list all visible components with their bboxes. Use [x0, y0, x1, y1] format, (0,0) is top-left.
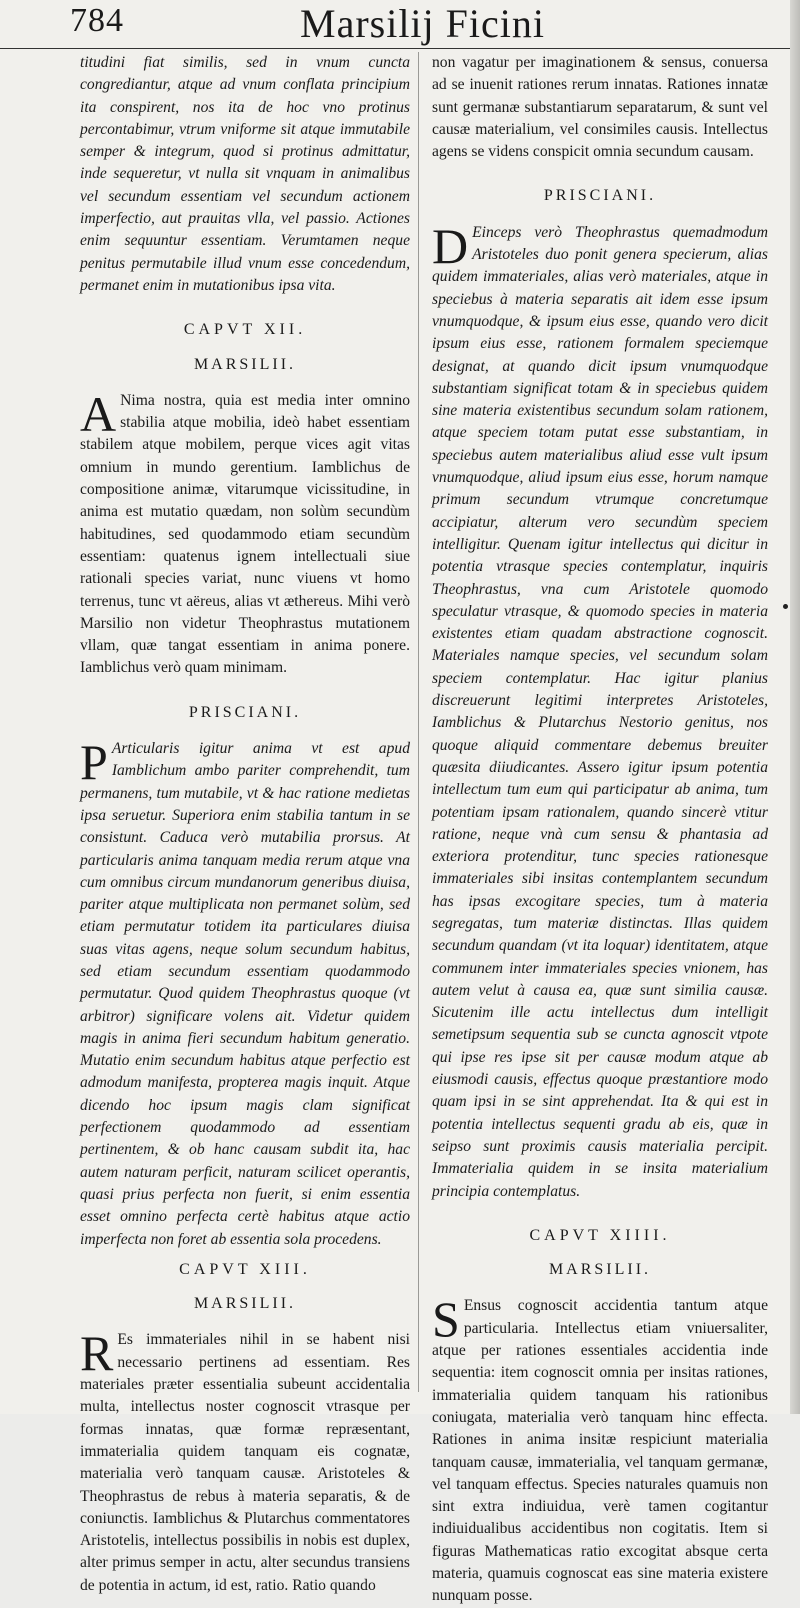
paragraph-marsilii-12: A Nima nostra, quia est media inter omnino stabilia atque mobilia, ideò habet essentiam stabilem atque mobilem, perque vices agit vitas omnium in mundo gerentium. Iamblichus de compositione animæ, vitarumque vicissitudine, in anima est mutatio quædam, non solùm secundùm habitudines, sed quodammodo etiam secundùm essentiam: quatenus ignem intellectuali siue rationali species variat, nunc viuens vt homo terrenus, tunc vt aëreus, alias vt æthereus. Mihi verò Marsilio non videtur Theophrastus mutationem vllam, quæ tangat essentiam in anima ponere. Iamblichus verò quam minimam.: [80, 385, 410, 677]
page-header: [0, 0, 800, 49]
section-heading-prisciani: PRISCIANI.: [543, 187, 657, 205]
section-heading-marsilii: MARSILII.: [548, 1261, 652, 1279]
chapter-heading-13: CAPVT XIII.: [179, 1260, 311, 1278]
paragraph-marsilii-13: R Es immateriales nihil in se habent nisi necessario pertinens ad essentiam. Res materiales præter essentialia subeunt accidentalia multa, intellectus noster cognoscit vtrasque per formas innatas, quæ formæ repræsentant, immaterialia quidem tanquam eis cognatæ, materialia verò tanquam causæ. Aristoteles & Theophrastus de rebus à materia separatis, & de coniunctis. Iamblichus & Plutarchus commentatores Aristotelis, intellectus possibilis in nobis est duplex, alter primus semper in actu, alter secundus transiens de potentia in actum, id est, ratio. Ratio quando: [80, 1325, 410, 1594]
section-heading-prisciani: PRISCIANI.: [188, 703, 302, 721]
drop-cap: S: [432, 1291, 460, 1348]
running-title: Marsilij Ficini: [300, 1, 545, 46]
drop-cap: A: [80, 385, 117, 442]
chapter-heading-12: CAPVT XII.: [183, 321, 307, 339]
drop-cap: D: [432, 217, 469, 274]
margin-dot: [783, 604, 788, 609]
section-heading-marsilii: MARSILII.: [193, 355, 297, 373]
paragraph-prisciani-13: D Einceps verò Theophrastus quemadmodum Aristoteles duo ponit genera specierum, alias quidem immateriales, alias verò materiales, atque in speciebus à materia separatis ait idem esse ipsum vnumquodque, & ipsum eius esse, quando vero dicit ipsum eius esse, rationem formalem speciemque designat, at quando dicit ipsum vnumquodque substantiam significat totam & in speciebus quidem sine materia existentibus secundum solam rationem, atque speciem totam putat esse substantiam, in speciebus autem materialibus aliud esse vult ipsum vnumquodque, aliud ipsum eius esse, horum namque primum secundum vtrumque concretumque accipiatur, alterum vero secundùm speciem intelligitur. Quenam igitur intellectus qui dicitur in potentia vtrasque species contemplatur, inquiris Theophrastus, vna cum Aristotele quomodo speculatur vtrasque, & quomodo species in materia existentes etiam quadam abstractione cognoscit. Materiales namque species, vel secundum solam speciem contemplatur. Hac igitur planius discreuerunt legitimi interpretes Aristoteles, Iamblichus & Plutarchus Nestorio genitus, nos quoque aliquid commentare debemus breuiter quæsita diiudicantes. Assero igitur ipsum potentia intellectum tum eum qui participatur ab anima, tum potentiam ipsam rationalem, quando sincerè vtitur ratione, neque vnà cum sensu & phantasia ad exteriora protenditur, tunc species rationesque immateriales sibi insitas contemplantem secundum has ipsas excogitare species, tum à materia segregatas, tum materiæ distinctas. Illas quidem secundum quandam (vt ita loquar) identitatem, atque communem inter immateriales species vnionem, has autem velut à causa ea, quæ sunt similia causæ. Sicutenim ille actu intellectus dum intelligit semetipsum sequentia sub se cuncta agnoscit vtpote qui ipse res ipse sit per causæ modum atque ab eiusmodi causis, effectus quoque præstantiore modo quam ipsi in se sint apprehendat. Ita & qui est in potentia intellectus sequenti gradu ab eis, quæ in seipso sunt proximis causis materialia percipit. Immaterialia quidem in se insita materialium principia contemplatus.: [432, 217, 768, 1200]
column-divider: [418, 52, 419, 1392]
drop-cap: R: [80, 1325, 114, 1382]
page-number: 784: [70, 2, 124, 39]
drop-cap: P: [80, 734, 108, 791]
paragraph-marsilii-14: S Ensus cognoscit accidentia tantum atque particularia. Intellectus etiam vniuersaliter, atque per rationes essentiales accidentia inde sequentia: item cognoscit omnia per insitas rationes, immaterialia quidem tanquam his rationibus coniugata, materialia verò tanquam hinc effecta. Rationes in anima insitæ respiciunt materialia tanquam causæ, immaterialia, vel tanquam germanæ, vel tanquam effectus. Species naturales quamuis non sint extra indiuidua, verè tamen cogitantur indiuidualibus accidentibus non cogitatis. Item si figuras Mathematicas ratio excogitat absque certa materia, quamuis cognoscat eas sine materia existere nunquam posse.: [432, 1291, 768, 1605]
page-edge: [790, 0, 800, 1414]
right-column: [432, 52, 768, 1605]
paragraph-marsilii-13-continued: non vagatur per imaginationem & sensus, conuersa ad se inuenit rationes rerum innatas. Rationes innatæ sunt germanæ substantiarum separatarum, & sunt vel causæ materialium, vel consimiles causis. Intellectus agens se videns conspicit omnia secundum causam.: [432, 54, 768, 161]
left-column: [80, 52, 410, 1594]
paragraph-marsilii-continued: titudini fiat similis, sed in vnum cuncta congrediantur, atque ad vnum conflata principium ita conspirent, nos ita de hoc vno protinus percontabimur, vtrum vniforme sit atque immutabile semper & integrum, quod si protinus admittatur, inde sequeretur, vt nulla sit vnquam in animalibus vel secundum essentiam vel secundum actionem imperfectio, aut prauitas vlla, vel passio. Actiones enim sequuntur essentiam. Verumtamen neque penitus permutabile illud vnum esse concedendum, permanet enim in mutationibus ipsa vita.: [80, 54, 410, 294]
section-heading-marsilii: MARSILII.: [193, 1295, 297, 1313]
paragraph-prisciani-12: P Articularis igitur anima vt est apud Iamblichum ambo pariter comprehendit, tum permanens, tum mutabile, vt & hac ratione medietas ipsa seruetur. Superiora enim stabilia tantum in se consistunt. Caduca verò mutabilia prorsus. At particularis anima tanquam media rerum atque vna cum omnibus circum mundanorum generibus diuisa, pariter atque multiplicata non permanet solùm, sed etiam permutatur totidem ita particulares diuisa suas vitas agens, neque solum secundum habitus, sed etiam secundum essentiam quodammodo permutatur. Quod quidem Theophrastus quoque (vt arbitror) significare volens ait. Videtur quidem magis in anima fieri secundum habitum generatio. Mutatio enim secundum habitus atque perfectio est admodum manifesta, propterea magis inquit. Atque dicendo hoc ipsum magis clam significat perfectionem quodammodo ad essentiam pertinentem, & ob hanc causam subdit ita, hac autem naturam perficit, naturam scilicet operantis, quasi prius perfecta non fuerit, si enim essentia esset omnino perfecta certè habitus atque actio imperfecta non foret ab essentia sola procedens.: [80, 734, 410, 1248]
chapter-heading-14: CAPVT XIIII.: [529, 1226, 671, 1244]
